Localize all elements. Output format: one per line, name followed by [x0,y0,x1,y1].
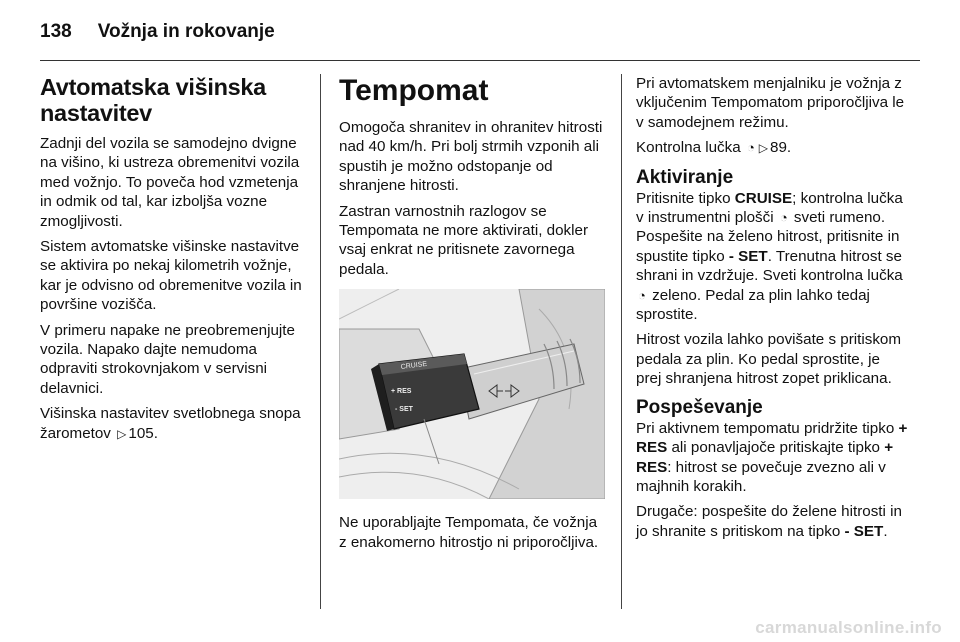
chapter-title: Vožnja in rokovanje [97,21,275,42]
cruise-control-lamp-icon: ◔ [746,140,755,156]
column-divider [621,74,622,609]
paragraph: Pri avtomatskem menjalniku je vožnja z vključenim Tempomatom priporočljiva le v samodejnem režimu. [636,75,905,131]
paragraph: Ne uporabljajte Tempomata, če vožnja z enakomerno hitrostjo ni priporočljiva. [339,514,599,551]
paragraph: Pritisnite tipko CRUISE; kontrolna lučka v instrumentni plošči ◔ sveti rumeno. Pospešite na želeno hitrost, pritisnite in spustite tipko - SET. Trenutna hitrost se shrani in vzdržuje. Sveti kontrolna lučka ◔ zeleno. Pedal za plin lahko tedaj sprostite. [636,189,903,324]
key-cruise: CRUISE [734,189,793,207]
cruise-control-lamp-icon: ◔ [638,287,646,303]
page-reference-icon: ▷ [117,426,127,441]
cruise-lever-figure [339,289,605,499]
paragraph: Drugače: pospešite do želene hitrosti in jo shranite s pritiskom na tipko - SET. [636,503,902,540]
key-set: - SET [728,247,768,265]
column-left [40,74,305,450]
column-right [636,74,908,547]
set-label: - SET [395,406,413,414]
paragraph: Kontrolna lučka ◔ ▷ 89. [636,138,908,158]
subheading-activation: Aktiviranje [636,166,734,188]
key-set: - SET [844,522,884,540]
paragraph: Zadnji del vozila se samodejno dvigne na višino, ki ustreza obremenitvi vozila med vožnjo. To poveča hod vzmetenja in odmik od tal, kar izboljša vozne zmogljivosti. [40,135,300,230]
res-label: + RES [391,388,412,396]
page-reference-icon: ▷ [758,141,769,156]
cruise-control-lamp-icon: ◔ [779,210,788,226]
section-heading-height-control: Avtomatska višinska nastavitev [40,74,266,126]
watermark: carmanualsonline.info [755,618,942,637]
key-res: + RES [636,419,908,457]
key-res: + RES [636,439,894,476]
cruise-lever-illustration [339,289,605,499]
header-divider [40,60,920,61]
paragraph: Zastran varnostnih razlogov se Tempomata ne more aktivirati, dokler vsaj enkrat ne pritisnete zavornega pedala. [339,202,589,278]
page-number: 138 [40,21,72,42]
subheading-acceleration: Pospeševanje [636,396,763,418]
paragraph: Omogoča shranitev in ohranitev hitrosti nad 40 km/h. Pri bolj strmih vzponih ali spustih je možno odstopanje od shranjene hitrosti. [339,119,603,195]
paragraph: V primeru napake ne preobremenjujte vozila. Napako dajte nemudoma odpraviti strokovnjakom v servisni delavnici. [40,321,295,397]
cruise-label: CRUISE [400,361,428,372]
page-header [40,14,275,50]
paragraph: Pri aktivnem tempomatu pridržite tipko + RES ali ponavljajoče pritiskajte tipko + RES: hitrost se povečuje zvezno ali v majhnih korakih. [636,419,908,495]
paragraph: Hitrost vozila lahko povišate s pritiskom pedala za plin. Ko pedal sprostite, je prej shranjena hitrost zopet priklicana. [636,331,902,388]
column-divider [320,74,321,609]
paragraph: Sistem avtomatske višinske nastavitve se aktivira po nekaj kilometrih vožnje, kar je odvisno od obremenitve vozila in površine vozišča. [40,238,302,314]
page-reference-link[interactable]: 89. [770,139,792,157]
page-reference-link[interactable]: 105. [128,424,158,442]
paragraph: Višinska nastavitev svetlobnega snopa žarometov ▷ 105. [40,404,305,444]
section-heading-cruise: Tempomat [339,74,489,107]
column-middle [339,74,607,558]
